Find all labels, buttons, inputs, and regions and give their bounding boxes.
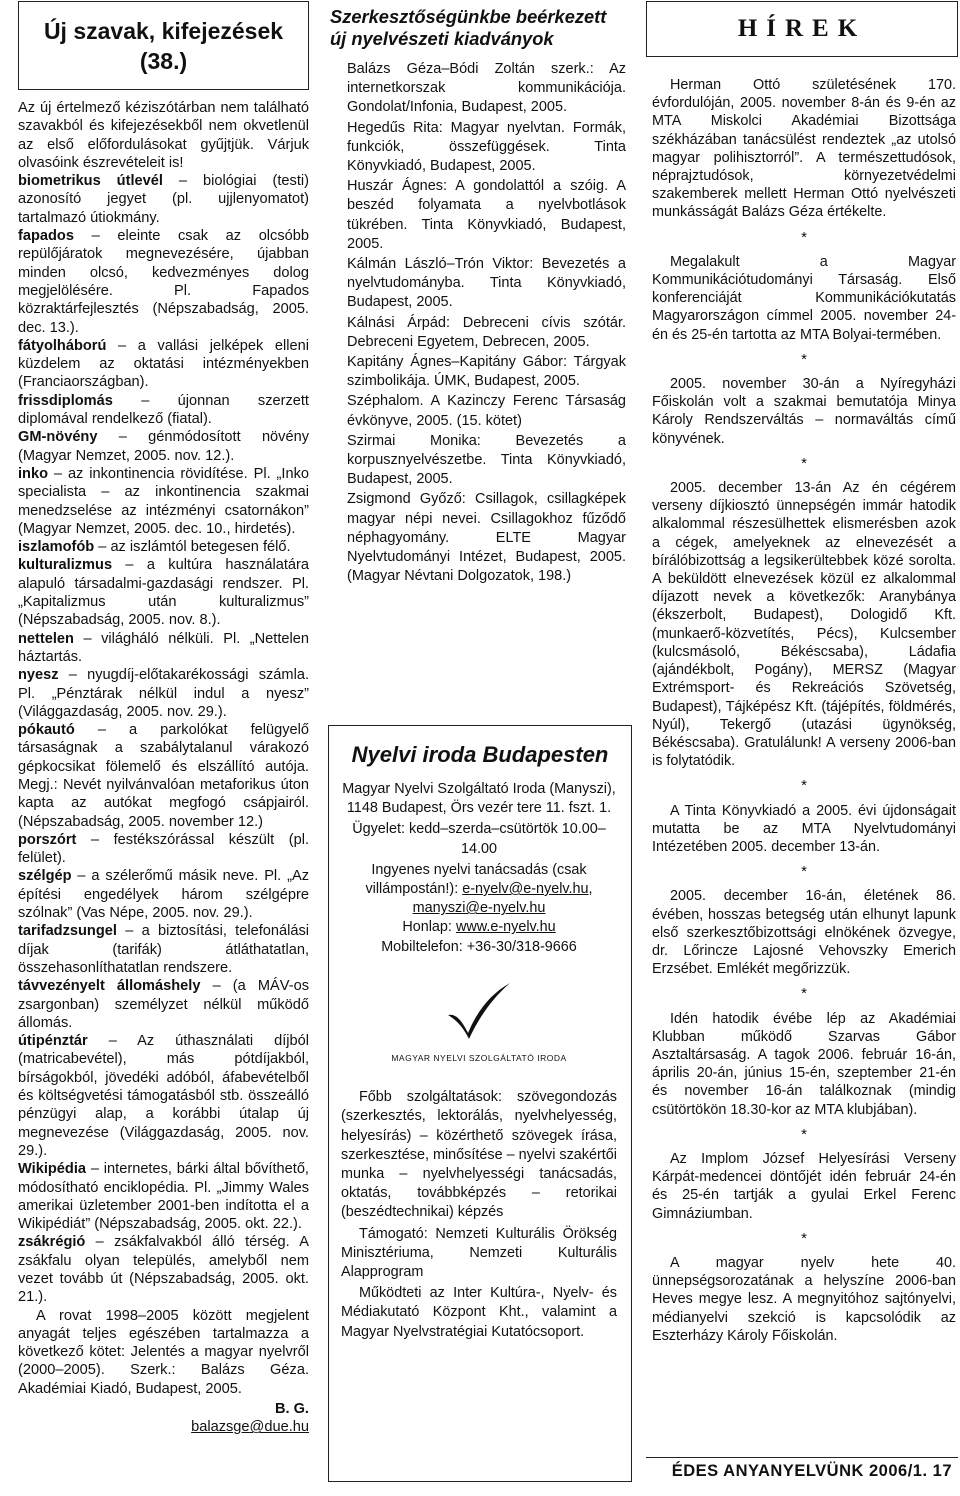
footer-rule [646, 1457, 958, 1458]
news-item: Idén hatodik évébe lép az Akadémiai Klubban működő Szarvas Gábor Asztaltársaság. A tagok 2006. február 16-án, április 20-án, június 15-én, szeptember 21-én és november 16-án találkoznak (mindig csütörtökön 18.30-kor az MTA klubjában). [652, 1010, 956, 1118]
publications-heading [328, 6, 630, 50]
entry-term: Wikipédia [18, 1161, 86, 1178]
news-separator: * [801, 863, 807, 881]
office-advice: Ingyenes nyelvi tanácsadás (csak villámpostán!): e-nyelv@e-nyelv.hu, manyszi@e-nyelv.hu [365, 861, 593, 917]
entry-term: távvezényelt állomáshely [18, 978, 201, 995]
language-office-box [328, 725, 632, 1482]
dictionary-entry [18, 977, 309, 1032]
entry-term: kulturalizmus [18, 557, 113, 574]
new-words-body [18, 99, 309, 1437]
entry-term: szélgép [18, 868, 72, 885]
publications-heading-line1: Szerkesztőségünkbe beérkezett [330, 6, 607, 27]
news-item: Herman Ottó születésének 170. évfordulóján, 2005. november 8-án és 9-én az MTA Miskolci Akadémiai Bizottsága székházában tanácsülést rendeztek „az utolsó magyar polihisztorról”. A természettudósok, néprajztudósok, környezetvédelmi szakemberek mellett Herman Ottó nyelvészeti munkásságát Balázs Géza értékelte. [652, 77, 956, 221]
news-title: HÍREK [737, 15, 867, 42]
entry-definition: – (a MÁV-os zsargonban) személyzet nélkül működő állomás. [18, 978, 309, 1031]
dictionary-entry [18, 227, 309, 337]
checkmark-icon [444, 979, 514, 1041]
publication-item: Szirmai Monika: Bevezetés a korpusznyelvészetbe. Tinta Könyvkiadó, Budapest, 2005. [347, 432, 626, 488]
dictionary-entry [18, 1160, 309, 1233]
dictionary-entry [18, 867, 309, 922]
entry-term: zsákrégió [18, 1234, 86, 1251]
publication-item: Kapitány Ágnes–Kapitány Gábor: Tárgyak szimbolikája. ÚMK, Budapest, 2005. [347, 354, 626, 390]
dictionary-entry [18, 428, 309, 465]
entry-definition: – internetes, bárki által bővíthető, módosítható enciklopédia. Pl. „Jimmy Wales amerikai üzletember 2001-ben indította el a Wikipédiát” (Népszabadság, 2005. okt. 22.). [18, 1161, 309, 1233]
entry-definition: – eleinte csak az olcsóbb repülőjáratok megnevezésére, újabban minden olcsó, kedvezményes dolog megjelölésére. Pl. Fapados közraktárfejlesztés (Népszabadság, 2005. dec. 13.). [18, 228, 309, 336]
dictionary-entry [18, 1233, 309, 1306]
dictionary-entry [18, 465, 309, 538]
office-website [341, 918, 617, 937]
dictionary-entry [18, 922, 309, 977]
publication-item: Zsigmond Győző: Csillagok, csillagképek magyar népi nevei. Csillagokhoz fűződő néphagyomány. ELTE Magyar Nyelvtudományi Intézet, Budapest, 2005. (Magyar Névtani Dolgozatok, 198.) [347, 491, 626, 585]
entry-definition: – zsákfalvakból álló térség. A zsákfalu olyan település, amelyből nem vezet tovább út (Népszabadság, 2005. okt. 21.). [18, 1234, 309, 1306]
office-title: Nyelvi iroda Budapesten [351, 742, 609, 767]
logo-text: MAGYAR NYELVI SZOLGÁLTATÓ IRODA [391, 1053, 567, 1064]
column-publications [328, 0, 630, 1340]
news-item: Az Implom József Helyesírási Verseny Kárpát-medencei döntőjét idén február 24-én és 25-én tartják a gyulai Erkel Ferenc Gimnáziumban. [652, 1150, 956, 1222]
intro-text: Az új értelmező kéziszótárban nem található szavakból és kifejezésekből nem okvetlenül az első előfordulásokat gyűjtjük. Várjuk olvasóink észrevételeit is! [18, 100, 309, 171]
news-separator: * [801, 228, 807, 246]
office-services: Főbb szolgáltatások: szövegondozás (szerkesztés, lektorálás, nyelvhelyesség, helyesírás) – közérthető szövegek írása, szerkesztése, minősítése – nyelvi szakértői munka – nyelvhelyességi tanácsadás, oktatás, továbbképzés – retorikai (beszédtechnikai) képzés [341, 1089, 617, 1221]
entry-definition: – világháló nélküli. Pl. „Nettelen háztartás. [18, 630, 309, 665]
entry-term: nettelen [18, 630, 74, 647]
dictionary-entry [18, 337, 309, 392]
news-separator: * [801, 985, 807, 1003]
entry-definition: – az iszlámtól betegesen félő. [94, 539, 291, 556]
news-item: A magyar nyelv hete 40. ünnepségsorozatának a helyszíne 2006-ban Heves megye lesz. A megnyitóhoz sajtónyelvi, médianyelvi szekció is kapcsolódik az Eszterházy Károly Főiskolán. [652, 1254, 956, 1344]
entry-definition: – nyugdíj-előtakarékossági számla. Pl. „Pénztárak nélkül indul a nyesz” (Világgazdaság, 2005. nov. 29.). [18, 667, 309, 720]
manyszi-email-link[interactable]: manyszi@e-nyelv.hu [412, 900, 546, 917]
dictionary-entry [18, 538, 309, 556]
entry-term: nyesz [18, 667, 59, 684]
publication-item: Kálnási Árpád: Debreceni cívis szótár. Debreceni Egyetem, Debrecen, 2005. [347, 314, 626, 350]
publication-item: Hegedűs Rita: Magyar nyelvtan. Formák, funkciók, összefüggések. Tinta Könyvkiadó, Budapest, 2005. [347, 119, 626, 175]
entry-definition: – az inkontinencia rövidítése. Pl. „Inko specialista – az inkontinencia szakmai menedzselése az intézményi csatornákon” (Magyar Nemzet, 2005. dec. 10., hirdetés). [18, 465, 309, 537]
entry-term: fapados [18, 228, 74, 245]
office-body [329, 780, 631, 1342]
new-words-number: (38.) [139, 47, 188, 74]
dictionary-entry [18, 392, 309, 429]
office-operators: Működteti az Inter Kultúra-, Nyelv- és Médiakutató Központ Kht., valamint a Magyar Nyelvstratégiai Kutatócsoport. [341, 1285, 617, 1340]
page-footer: ÉDES ANYANYELVÜNK 2006/1. 17 [671, 1462, 952, 1480]
closing-text: A rovat 1998–2005 között megjelent anyagát teljes egészében tartalmazza a következő kötet: Jelentés a magyar nyelvről (2000–2005). Szerk.: Balázs Géza. Akadémiai Kiadó, Budapest, 2005. [18, 1307, 309, 1397]
entry-term: pókautó [18, 722, 75, 739]
entry-term: tarifadzsungel [18, 923, 117, 940]
website-label: Honlap: [402, 919, 452, 936]
entry-definition: – a kultúra használatára alapuló társadalmi-gazdasági rendszer. Pl. „Kapitalizmus után kulturalizmus” (Népszabadság, 2005. nov. 8.). [18, 557, 309, 629]
author-email[interactable]: balazsge@due.hu [191, 1419, 309, 1436]
news-separator: * [801, 454, 807, 472]
entry-definition: – biológiai (testi) azonosító jegyet (pl. ujjlenyomatot) tartalmazó útiokmány. [18, 173, 309, 226]
news-item: 2005. december 16-án, életének 86. évében, hosszas betegség után elhunyt lapunk első szerkesztőbizottsági elnökének özvegye, dr. Lőrincze Lajosné Vehovszky Emerich Erzsébet. Emlékét megőrizzük. [652, 888, 956, 978]
advice-label: Ingyenes nyelvi tanácsadás (csak villámpostán!): [365, 861, 587, 898]
entry-definition: – a vallási jelképek elleni küzdelem az oktatási intézményekben (Franciaországban). [18, 337, 309, 391]
dictionary-entry [18, 630, 309, 667]
publication-item: Balázs Géza–Bódi Zoltán szerk.: Az internetkorszak kommunikációja. Gondolat/Infonia, Budapest, 2005. [347, 61, 626, 116]
news-separator: * [801, 1125, 807, 1143]
dictionary-entry [18, 556, 309, 629]
entry-term: inko [18, 465, 48, 482]
publications-list [328, 60, 630, 586]
entry-term: iszlamofób [18, 539, 95, 556]
entry-term: biometrikus útlevél [18, 173, 163, 190]
entry-definition: – újonnan szerzett diplomával rendelkező (fiatal). [18, 392, 309, 428]
office-address: Magyar Nyelvi Szolgáltató Iroda (Manyszi), 1148 Budapest, Örs vezér tere 11. fszt. 1. [342, 781, 616, 817]
news-item: 2005. november 30-án a Nyíregyházi Főiskolán volt a szakmai bemutatója Minya Károly Rendszerváltás – normaváltás című könyvének. [652, 376, 956, 447]
news-title-box [646, 1, 958, 57]
publications-heading-line2: új nyelvészeti kiadványok [330, 28, 554, 49]
advice-email-link[interactable]: e-nyelv@e-nyelv.hu [462, 881, 589, 898]
news-separator: * [801, 777, 807, 795]
dictionary-entry [18, 721, 309, 831]
news-separator: * [801, 350, 807, 368]
news-separator: * [801, 1229, 807, 1247]
office-mobile: Mobiltelefon: +36-30/318-9666 [381, 938, 577, 955]
entry-definition: – Az úthasználati díjból (matricabevétel), más pótdíjakból, bírságokból, jövedéki adóból, áfabevételből és költségvetési támogatásból stb. összeálló pénzügyi alap, a korábbi útalap új megnevezése (Világgazdaság, 2005. nov. 29.). [18, 1033, 309, 1159]
office-support: Támogató: Nemzeti Kulturális Örökség Minisztériuma, Nemzeti Kulturális Alapprogram [341, 1225, 617, 1281]
news-item: A Tinta Könyvkiadó a 2005. évi újdonságait mutatta be az MTA Nyelvtudományi Intézetében 2005. december 13-án. [652, 802, 956, 855]
website-link[interactable]: www.e-nyelv.hu [455, 919, 556, 936]
signature: B. G. [274, 1401, 309, 1418]
column-news [646, 0, 958, 1345]
entry-definition: – a biztosítási, telefonálási díjak (tarifák) átláthatatlan, összehasonlíthatatlan rendszere. [18, 923, 309, 976]
column-new-words [18, 0, 309, 1437]
news-item: 2005. december 13-án Az én cégérem verseny díjkiosztó ünnepségén immár hatodik alkalommal részesülhettek elismerésben azok a cégek, amelyeknek az elnevezését a bírálóbizottság a legsikerültebbek közé sorolta. A beküldött elnevezések közül ez alkalommal díjazott nevek a következők: Aranybánya (ékszerbolt, Budapest), Dologidő Kft. (munkaerő-közvetítés, Pécs), Kulcsember (kulcsmásoló, Békéscsaba), Ládafia (ajándékbolt, Pogány), MERSZ (Magyar Extrémsport- és Rekreációs Szövetség, Budapest), Tájképész Kft. (tájépítés, földmérés, Nyúl), Tekergő (utazási ügynökség, Békéscsaba). Gratulálunk! A verseny 2006-ban is folytatódik. [652, 480, 956, 770]
entry-definition: – festékszórással készült (pl. felület). [18, 831, 309, 867]
entry-term: fátyolháború [18, 337, 107, 354]
new-words-title-box [18, 1, 309, 90]
dictionary-entry [18, 172, 309, 227]
dictionary-entry [18, 831, 309, 868]
manyszi-logo [384, 979, 574, 1068]
publication-item: Széphalom. A Kazinczy Ferenc Társaság évkönyve, 2005. (15. kötet) [347, 393, 626, 429]
publication-item: Kálmán László–Trón Viktor: Bevezetés a nyelvtudományba. Tinta Könyvkiadó, Budapest, 2005. [347, 256, 626, 311]
entry-term: porszórt [18, 831, 77, 848]
entry-term: GM-növény [18, 429, 98, 446]
office-duty: Ügyelet: kedd–szerda–csütörtök 10.00–14.00 [352, 821, 606, 857]
entry-definition: – a parkolókat felügyelő társaságnak a szabálytalanul várakozó gépkocsikat fölemelő és elszállító autója. Megj.: Nevét nyilvánvalóan metaforikus úton kapta az autókat megfogó csápjairól. (Népszabadság, 2005. november 12.) [18, 722, 309, 830]
publication-item: Huszár Ágnes: A gondolattól a szóig. A beszéd folyamata a nyelvbotlások tükrében. Tinta Könyvkiadó, Budapest, 2005. [347, 178, 626, 252]
entry-definition: – génmódosított növény (Magyar Nemzet, 2005. nov. 12.). [18, 429, 309, 464]
news-list [646, 76, 958, 1345]
entry-definition: – a szélerőmű másik neve. Pl. „Az építési engedélyek három szélgépre szólnak” (Vas Népe, 2005. nov. 29.). [18, 868, 309, 922]
entries-list [18, 172, 309, 1306]
new-words-title: Új szavak, kifejezések [43, 17, 284, 44]
entry-term: útipénztár [18, 1033, 88, 1050]
dictionary-entry [18, 666, 309, 721]
entry-term: frissdiplomás [18, 392, 113, 409]
news-item: Megalakult a Magyar Kommunikációtudományi Társaság. Első konferenciáját Kommunikációkutatás Magyarországon címmel 2005. november 24-én és 25-én tartotta az MTA Bolyai-termében. [652, 253, 956, 343]
dictionary-entry [18, 1032, 309, 1160]
